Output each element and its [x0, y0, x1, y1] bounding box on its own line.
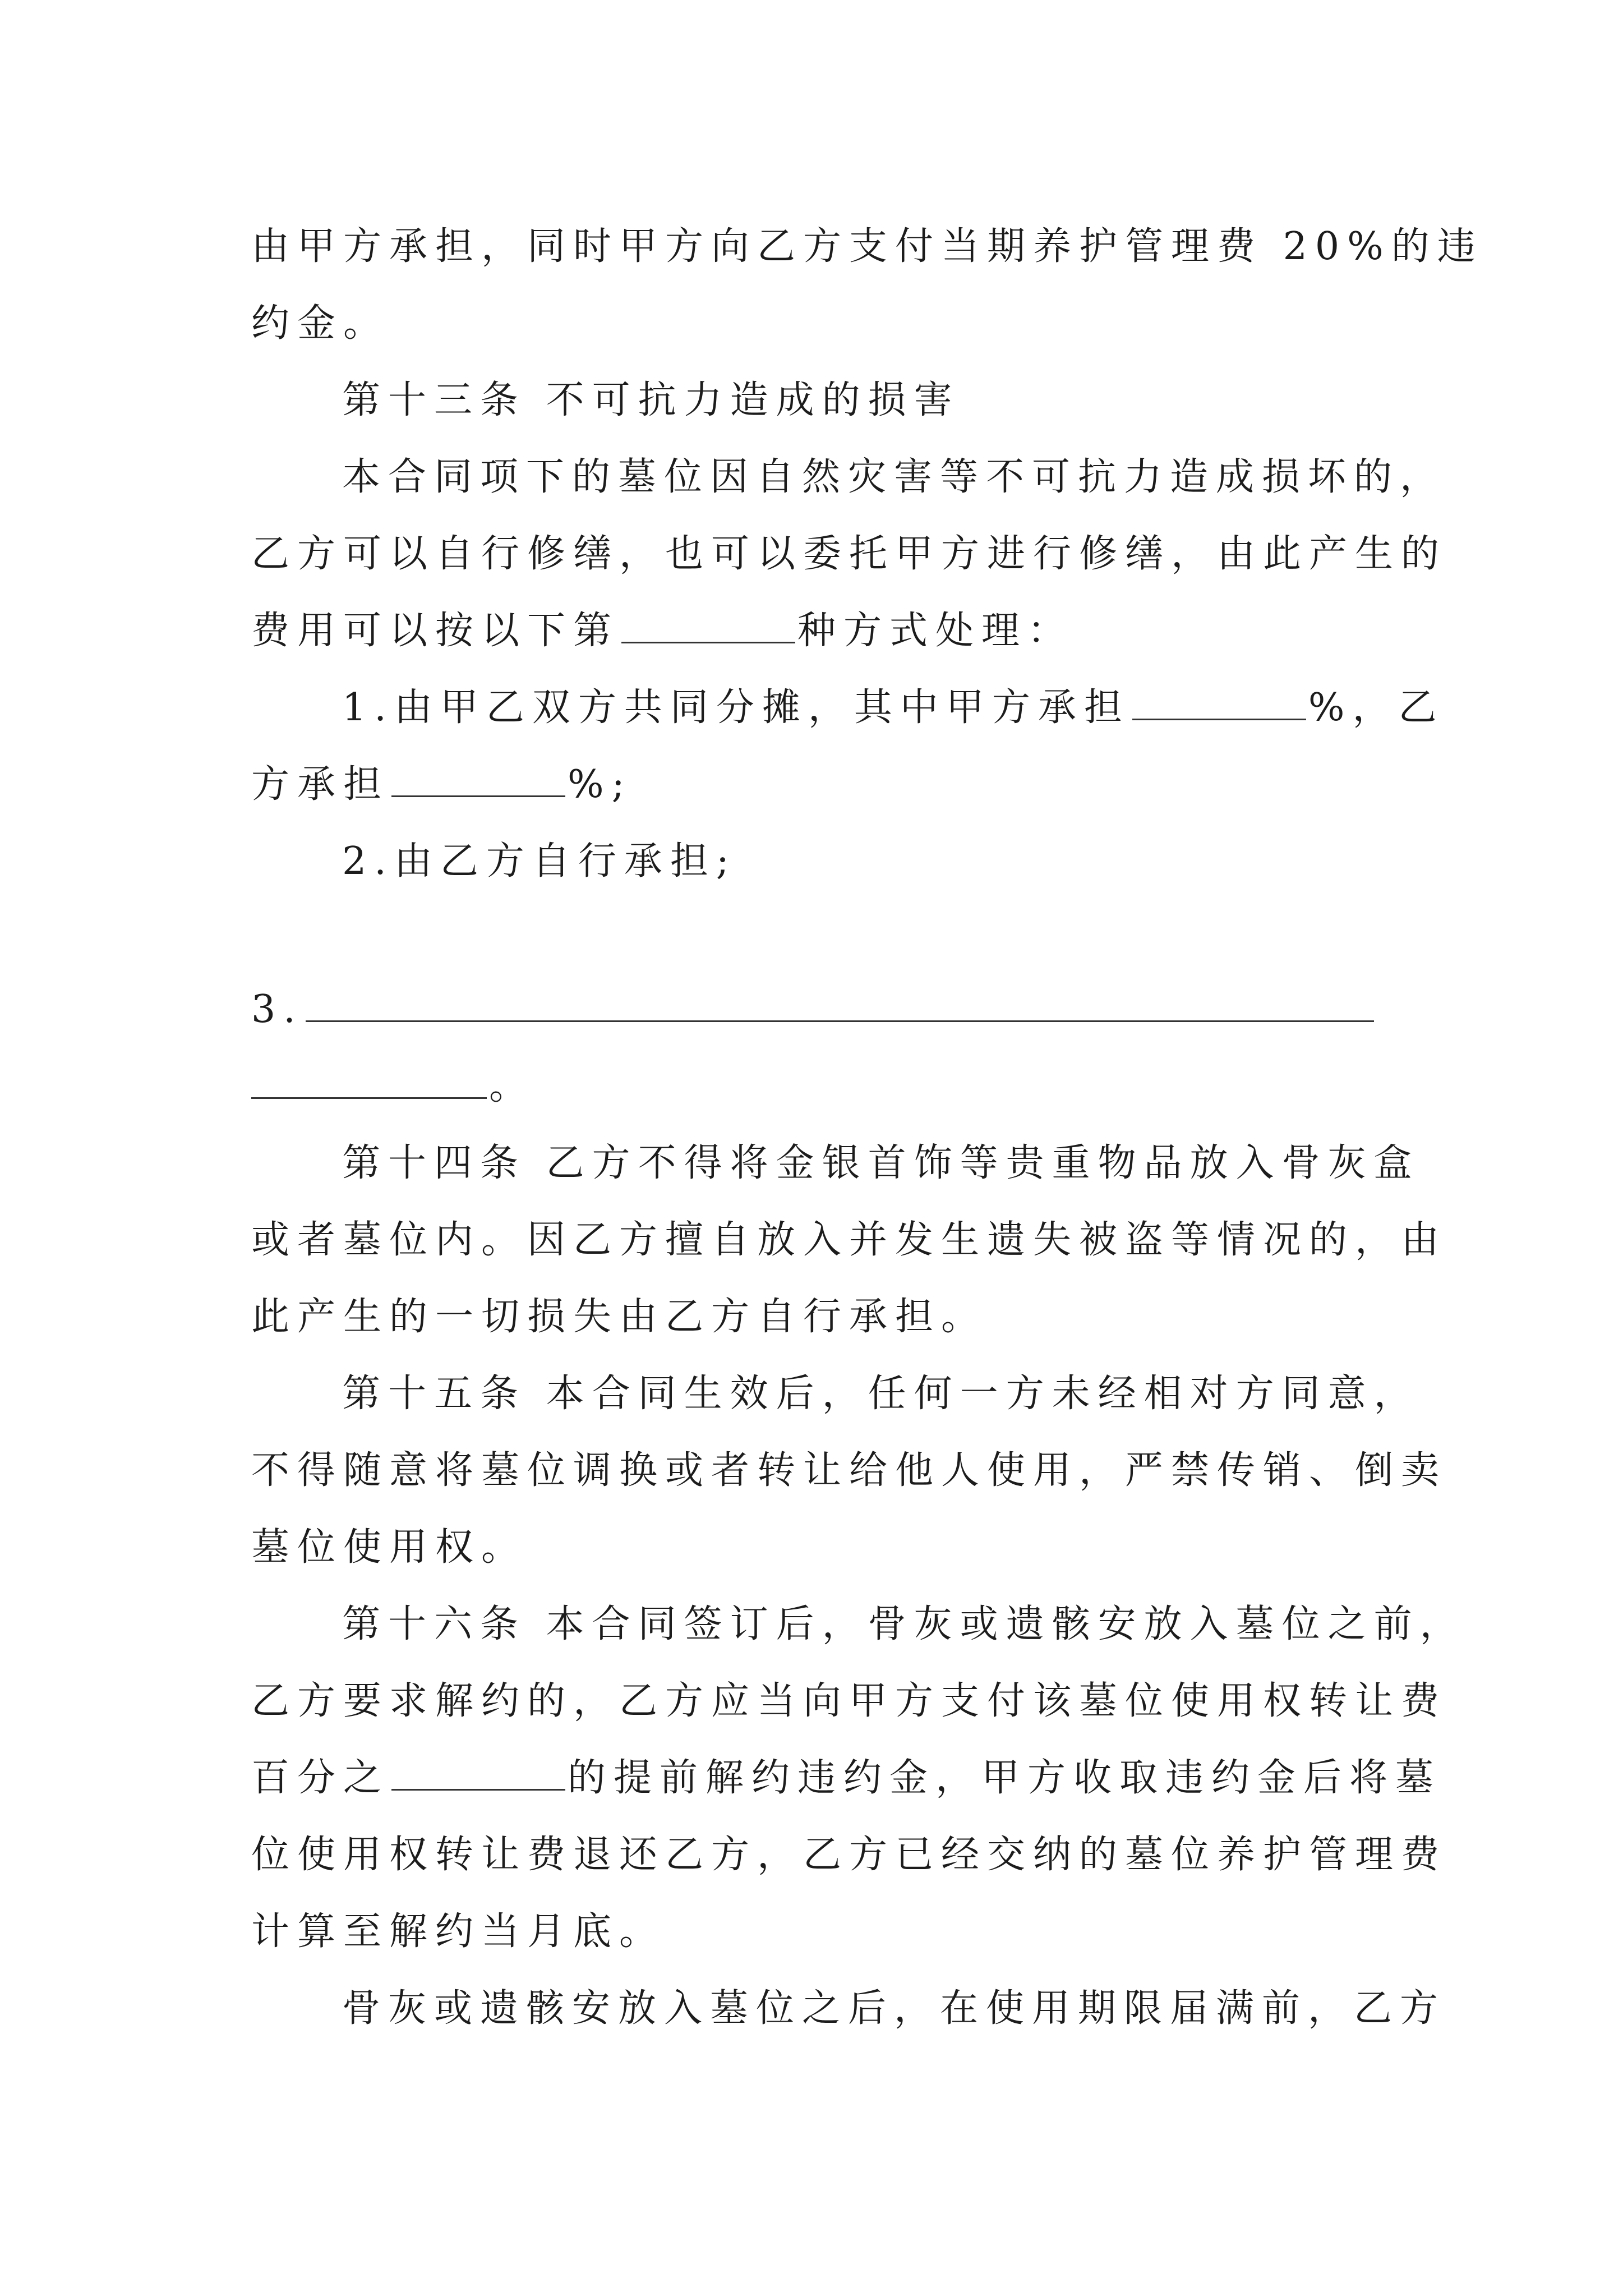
- text-line: 此产生的一切损失由乙方自行承担。: [251, 1295, 988, 1339]
- text-line: 乙方要求解约的，乙方应当向甲方支付该墓位使用权转让费: [251, 1679, 1447, 1723]
- fill-in-blank[interactable]: [251, 1066, 487, 1099]
- text-line: 位使用权转让费退还乙方，乙方已经交纳的墓位养护管理费: [251, 1833, 1447, 1877]
- text-segment: 的提前解约违约金，甲方收取违约金后将墓: [568, 1756, 1442, 1800]
- text-line: 乙方可以自行修缮，也可以委托甲方进行修缮，由此产生的: [251, 532, 1447, 576]
- fill-in-blank[interactable]: [306, 989, 1374, 1022]
- article-heading: 第十四条 乙方不得将金银首饰等贵重物品放入骨灰盒: [342, 1141, 1420, 1185]
- text-line: 或者墓位内。因乙方擅自放入并发生遗失被盗等情况的，由: [251, 1218, 1447, 1262]
- text-line: 计算至解约当月底。: [251, 1910, 666, 1954]
- fill-in-blank[interactable]: [391, 1757, 565, 1791]
- text-line: [251, 1747, 1441, 1809]
- list-item: [342, 677, 1445, 739]
- text-segment: 种方式处理：: [797, 609, 1074, 653]
- text-line: 墓位使用权。: [251, 1525, 528, 1570]
- fill-in-blank[interactable]: [1132, 687, 1306, 720]
- text-segment: 费用可以按以下第: [251, 609, 620, 653]
- text-segment: 3.: [251, 987, 303, 1032]
- article-heading: 第十三条 不可抗力造成的损害: [342, 378, 960, 422]
- text-segment: 方承担: [251, 762, 390, 807]
- text-line: 不得随意将墓位调换或者转让给他人使用，严禁传销、倒卖: [251, 1448, 1447, 1493]
- text-segment: 百分之: [251, 1756, 390, 1800]
- text-line: [251, 754, 633, 816]
- list-item: [251, 979, 1376, 1041]
- text-line: [251, 1056, 535, 1117]
- text-line: [251, 600, 1073, 662]
- text-segment: %;: [568, 762, 633, 807]
- article-heading: 第十六条 本合同签订后，骨灰或遗骸安放入墓位之前，: [342, 1602, 1466, 1646]
- text-line: 约金。: [251, 301, 390, 346]
- fill-in-blank[interactable]: [621, 610, 795, 643]
- text-segment: 。: [489, 1064, 536, 1108]
- article-heading: 第十五条 本合同生效后，任何一方未经相对方同意，: [342, 1372, 1420, 1416]
- text-segment: %，乙: [1308, 685, 1445, 730]
- text-line: 由甲方承担，同时甲方向乙方支付当期养护管理费 20%的违: [251, 224, 1483, 269]
- list-item: 2.由乙方自行承担;: [342, 839, 737, 884]
- text-line: 本合同项下的墓位因自然灾害等不可抗力造成损坏的，: [342, 455, 1446, 499]
- text-line: 骨灰或遗骸安放入墓位之后，在使用期限届满前，乙方: [342, 1986, 1446, 2031]
- fill-in-blank[interactable]: [391, 764, 565, 797]
- text-segment: 1.由甲乙双方共同分摊，其中甲方承担: [342, 685, 1130, 730]
